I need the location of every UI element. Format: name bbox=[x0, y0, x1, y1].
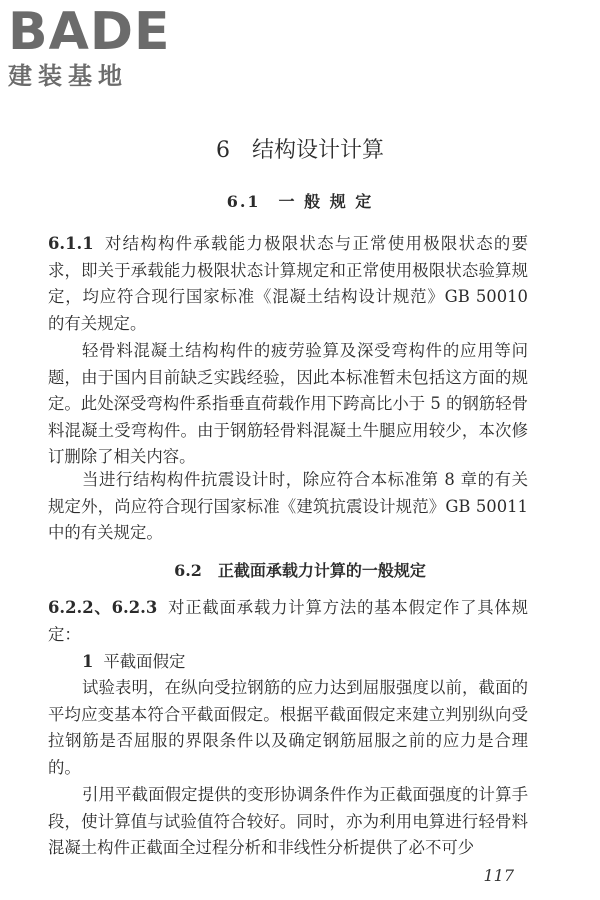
clause-text: 对正截面承载力计算方法的基本假定作了具体规定： bbox=[48, 598, 528, 644]
paragraph-plane-section: 试验表明，在纵向受拉钢筋的应力达到屈服强度以前，截面的平均应变基本符合平截面假定。根据平截面假定来建立判别纵向受拉钢筋是否屈服的界限条件以及确定钢筋屈服之前的应力是合理的。 bbox=[48, 678, 528, 777]
section-title-6-2: 6.2 正截面承载力计算的一般规定 bbox=[174, 561, 426, 580]
clause-6-1-1 bbox=[48, 231, 528, 337]
paragraph-seismic: 当进行结构构件抗震设计时，除应符合本标准第 8 章的有关规定外，尚应符合现行国家标准《建筑抗震设计规范》GB 50011 中的有关规定。 bbox=[48, 470, 528, 543]
clause-6-2-2-6-2-3 bbox=[48, 595, 528, 648]
clause-number: 6.2.2、6.2.3 bbox=[48, 598, 158, 617]
list-item-text: 平截面假定 bbox=[103, 652, 186, 671]
logo bbox=[8, 4, 178, 90]
list-item-1 bbox=[48, 649, 528, 676]
clause-text: 对结构构件承载能力极限状态与正常使用极限状态的要求，即关于承载能力极限状态计算规定和正常使用极限状态验算规定，均应符合现行国家标准《混凝土结构设计规范》GB 50010 的有关规定。 bbox=[48, 234, 528, 333]
page-number: 117 bbox=[483, 866, 514, 885]
logo-subtitle: 建装基地 bbox=[8, 62, 128, 90]
paragraph-deformation: 引用平截面假定提供的变形协调条件作为正截面强度的计算手段，使计算值与试验值符合较好。同时，亦为利用电算进行轻骨料混凝土构件正截面全过程分析和非线性分析提供了必不可少 bbox=[48, 785, 528, 858]
clause-number: 6.1.1 bbox=[48, 234, 94, 253]
chapter-title: 6 结构设计计算 bbox=[216, 138, 384, 163]
logo-brand: BADE bbox=[8, 2, 171, 62]
list-item-number: 1 bbox=[82, 652, 94, 671]
section-title-6-1: 6.1 一 般 规 定 bbox=[226, 192, 374, 211]
paragraph-fatigue: 轻骨料混凝土结构构件的疲劳验算及深受弯构件的应用等问题，由于国内目前缺乏实践经验，因此本标准暂未包括这方面的规定。此处深受弯构件系指垂直荷载作用下跨高比小于 5 的钢筋轻骨料混凝土受弯构件。由于钢筋轻骨料混凝土牛腿应用较少，本次修订删除了相关内容。 bbox=[48, 341, 528, 467]
